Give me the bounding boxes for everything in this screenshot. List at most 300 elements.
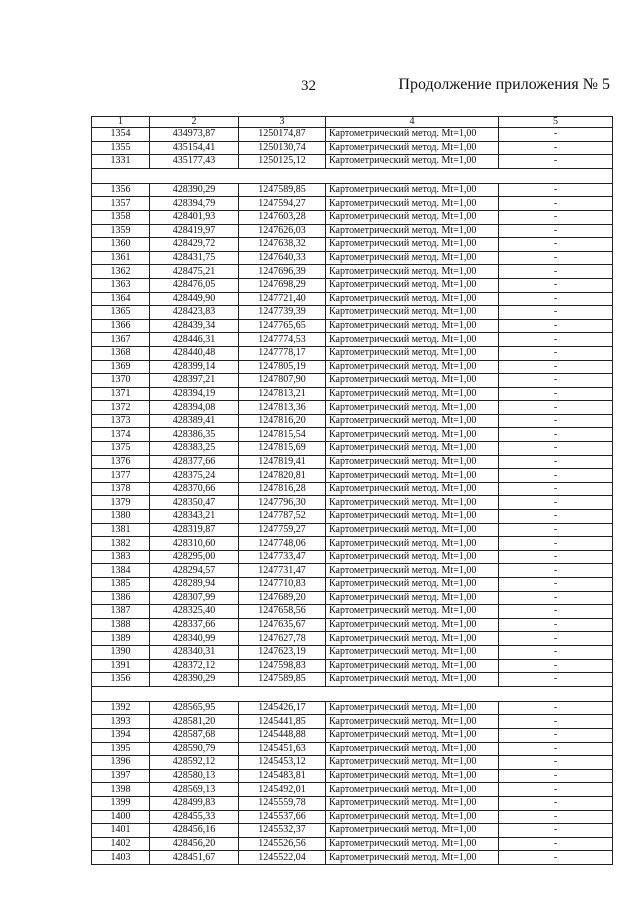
table-row (92, 442, 613, 456)
x-coordinate-cell: 428449,90 (150, 292, 239, 306)
table-row (92, 715, 613, 729)
method-cell: Картометрический метод. Mt=1,00 (326, 510, 499, 524)
note-cell: - (499, 618, 613, 632)
y-coordinate-cell: 1247820,81 (239, 469, 326, 483)
table-row (92, 605, 613, 619)
method-cell: Картометрический метод. Mt=1,00 (326, 632, 499, 646)
y-coordinate-cell: 1247807,90 (239, 374, 326, 388)
point-number-cell: 1380 (92, 510, 150, 524)
column-number-cell: 1 (92, 117, 150, 128)
table-row (92, 210, 613, 224)
method-cell: Картометрический метод. Mt=1,00 (326, 742, 499, 756)
table-row (92, 537, 613, 551)
point-number-cell: 1381 (92, 523, 150, 537)
point-number-cell: 1360 (92, 238, 150, 252)
y-coordinate-cell: 1247816,28 (239, 482, 326, 496)
point-number-cell: 1371 (92, 387, 150, 401)
note-cell: - (499, 128, 613, 142)
method-cell: Картометрический метод. Mt=1,00 (326, 360, 499, 374)
x-coordinate-cell: 428475,21 (150, 265, 239, 279)
note-cell: - (499, 442, 613, 456)
point-number-cell: 1372 (92, 401, 150, 415)
method-cell: Картометрический метод. Mt=1,00 (326, 851, 499, 865)
table-row (92, 659, 613, 673)
method-cell: Картометрический метод. Mt=1,00 (326, 469, 499, 483)
table-row (92, 742, 613, 756)
x-coordinate-cell: 428289,94 (150, 578, 239, 592)
x-coordinate-cell: 428581,20 (150, 715, 239, 729)
y-coordinate-cell: 1247640,33 (239, 251, 326, 265)
y-coordinate-cell: 1247748,06 (239, 537, 326, 551)
point-number-cell: 1356 (92, 673, 150, 687)
point-number-cell: 1358 (92, 210, 150, 224)
x-coordinate-cell: 428456,20 (150, 837, 239, 851)
table-row (92, 810, 613, 824)
table-row (92, 155, 613, 169)
method-cell: Картометрический метод. Mt=1,00 (326, 618, 499, 632)
y-coordinate-cell: 1245441,85 (239, 715, 326, 729)
x-coordinate-cell: 428429,72 (150, 238, 239, 252)
y-coordinate-cell: 1245532,37 (239, 824, 326, 838)
x-coordinate-cell: 428390,29 (150, 673, 239, 687)
y-coordinate-cell: 1247759,27 (239, 523, 326, 537)
table-row (92, 183, 613, 197)
point-number-cell: 1386 (92, 591, 150, 605)
x-coordinate-cell: 434973,87 (150, 128, 239, 142)
y-coordinate-cell: 1247733,47 (239, 550, 326, 564)
y-coordinate-cell: 1245426,17 (239, 701, 326, 715)
y-coordinate-cell: 1247638,32 (239, 238, 326, 252)
table-row (92, 632, 613, 646)
method-cell: Картометрический метод. Mt=1,00 (326, 224, 499, 238)
point-number-cell: 1387 (92, 605, 150, 619)
table-row (92, 292, 613, 306)
method-cell: Картометрический метод. Mt=1,00 (326, 783, 499, 797)
method-cell: Картометрический метод. Mt=1,00 (326, 428, 499, 442)
method-cell: Картометрический метод. Mt=1,00 (326, 496, 499, 510)
coordinates-table-body (92, 117, 613, 865)
y-coordinate-cell: 1247731,47 (239, 564, 326, 578)
y-coordinate-cell: 1250130,74 (239, 141, 326, 155)
point-number-cell: 1354 (92, 128, 150, 142)
method-cell: Картометрический метод. Mt=1,00 (326, 414, 499, 428)
method-cell: Картометрический метод. Mt=1,00 (326, 141, 499, 155)
note-cell: - (499, 523, 613, 537)
x-coordinate-cell: 428295,00 (150, 550, 239, 564)
method-cell: Картометрический метод. Mt=1,00 (326, 346, 499, 360)
table-row (92, 251, 613, 265)
x-coordinate-cell: 428370,66 (150, 482, 239, 496)
y-coordinate-cell: 1247787,52 (239, 510, 326, 524)
x-coordinate-cell: 428390,29 (150, 183, 239, 197)
y-coordinate-cell: 1250125,12 (239, 155, 326, 169)
table-row (92, 306, 613, 320)
point-number-cell: 1362 (92, 265, 150, 279)
table-row (92, 618, 613, 632)
note-cell: - (499, 360, 613, 374)
y-coordinate-cell: 1247778,17 (239, 346, 326, 360)
note-cell: - (499, 251, 613, 265)
table-row (92, 360, 613, 374)
method-cell: Картометрический метод. Mt=1,00 (326, 673, 499, 687)
y-coordinate-cell: 1247589,85 (239, 183, 326, 197)
note-cell: - (499, 645, 613, 659)
table-row (92, 128, 613, 142)
note-cell: - (499, 224, 613, 238)
method-cell: Картометрический метод. Mt=1,00 (326, 837, 499, 851)
method-cell: Картометрический метод. Mt=1,00 (326, 292, 499, 306)
note-cell: - (499, 578, 613, 592)
table-row (92, 141, 613, 155)
table-row (92, 401, 613, 415)
x-coordinate-cell: 435177,43 (150, 155, 239, 169)
note-cell: - (499, 141, 613, 155)
point-number-cell: 1394 (92, 728, 150, 742)
x-coordinate-cell: 428456,16 (150, 824, 239, 838)
method-cell: Картометрический метод. Mt=1,00 (326, 374, 499, 388)
method-cell: Картометрический метод. Mt=1,00 (326, 306, 499, 320)
section-separator-cell (92, 168, 613, 183)
point-number-cell: 1370 (92, 374, 150, 388)
x-coordinate-cell: 428592,12 (150, 756, 239, 770)
y-coordinate-cell: 1247721,40 (239, 292, 326, 306)
table-row (92, 550, 613, 564)
y-coordinate-cell: 1247765,65 (239, 319, 326, 333)
y-coordinate-cell: 1245448,88 (239, 728, 326, 742)
method-cell: Картометрический метод. Mt=1,00 (326, 197, 499, 211)
y-coordinate-cell: 1247598,83 (239, 659, 326, 673)
point-number-cell: 1383 (92, 550, 150, 564)
column-number-cell: 4 (326, 117, 499, 128)
note-cell: - (499, 851, 613, 865)
y-coordinate-cell: 1247594,27 (239, 197, 326, 211)
note-cell: - (499, 810, 613, 824)
method-cell: Картометрический метод. Mt=1,00 (326, 645, 499, 659)
x-coordinate-cell: 428455,33 (150, 810, 239, 824)
table-row (92, 346, 613, 360)
note-cell: - (499, 673, 613, 687)
x-coordinate-cell: 428377,66 (150, 455, 239, 469)
note-cell: - (499, 742, 613, 756)
x-coordinate-cell: 428439,34 (150, 319, 239, 333)
note-cell: - (499, 306, 613, 320)
point-number-cell: 1389 (92, 632, 150, 646)
x-coordinate-cell: 428446,31 (150, 333, 239, 347)
point-number-cell: 1365 (92, 306, 150, 320)
y-coordinate-cell: 1245451,63 (239, 742, 326, 756)
note-cell: - (499, 387, 613, 401)
table-row (92, 510, 613, 524)
table-row (92, 238, 613, 252)
method-cell: Картометрический метод. Mt=1,00 (326, 482, 499, 496)
table-row (92, 265, 613, 279)
note-cell: - (499, 824, 613, 838)
point-number-cell: 1400 (92, 810, 150, 824)
table-row (92, 769, 613, 783)
point-number-cell: 1364 (92, 292, 150, 306)
x-coordinate-cell: 428294,57 (150, 564, 239, 578)
x-coordinate-cell: 428389,41 (150, 414, 239, 428)
x-coordinate-cell: 428587,68 (150, 728, 239, 742)
y-coordinate-cell: 1247698,29 (239, 278, 326, 292)
y-coordinate-cell: 1247627,78 (239, 632, 326, 646)
x-coordinate-cell: 428340,31 (150, 645, 239, 659)
point-number-cell: 1331 (92, 155, 150, 169)
method-cell: Картометрический метод. Mt=1,00 (326, 810, 499, 824)
point-number-cell: 1373 (92, 414, 150, 428)
point-number-cell: 1366 (92, 319, 150, 333)
y-coordinate-cell: 1247819,41 (239, 455, 326, 469)
method-cell: Картометрический метод. Mt=1,00 (326, 128, 499, 142)
x-coordinate-cell: 428386,35 (150, 428, 239, 442)
y-coordinate-cell: 1247689,20 (239, 591, 326, 605)
note-cell: - (499, 715, 613, 729)
method-cell: Картометрический метод. Mt=1,00 (326, 333, 499, 347)
table-row (92, 278, 613, 292)
coordinates-table (91, 116, 613, 865)
note-cell: - (499, 469, 613, 483)
note-cell: - (499, 265, 613, 279)
y-coordinate-cell: 1245526,56 (239, 837, 326, 851)
note-cell: - (499, 756, 613, 770)
point-number-cell: 1382 (92, 537, 150, 551)
point-number-cell: 1402 (92, 837, 150, 851)
x-coordinate-cell: 428419,97 (150, 224, 239, 238)
method-cell: Картометрический метод. Mt=1,00 (326, 728, 499, 742)
x-coordinate-cell: 428319,87 (150, 523, 239, 537)
method-cell: Картометрический метод. Mt=1,00 (326, 824, 499, 838)
point-number-cell: 1398 (92, 783, 150, 797)
x-coordinate-cell: 428337,66 (150, 618, 239, 632)
method-cell: Картометрический метод. Mt=1,00 (326, 578, 499, 592)
method-cell: Картометрический метод. Mt=1,00 (326, 442, 499, 456)
point-number-cell: 1379 (92, 496, 150, 510)
x-coordinate-cell: 428375,24 (150, 469, 239, 483)
x-coordinate-cell: 428340,99 (150, 632, 239, 646)
x-coordinate-cell: 428431,75 (150, 251, 239, 265)
x-coordinate-cell: 428372,12 (150, 659, 239, 673)
point-number-cell: 1368 (92, 346, 150, 360)
y-coordinate-cell: 1245492,01 (239, 783, 326, 797)
note-cell: - (499, 333, 613, 347)
note-cell: - (499, 319, 613, 333)
point-number-cell: 1384 (92, 564, 150, 578)
method-cell: Картометрический метод. Mt=1,00 (326, 319, 499, 333)
note-cell: - (499, 837, 613, 851)
y-coordinate-cell: 1245559,78 (239, 796, 326, 810)
table-row (92, 645, 613, 659)
note-cell: - (499, 769, 613, 783)
table-row (92, 796, 613, 810)
point-number-cell: 1385 (92, 578, 150, 592)
table-row (92, 564, 613, 578)
y-coordinate-cell: 1247696,39 (239, 265, 326, 279)
note-cell: - (499, 455, 613, 469)
y-coordinate-cell: 1245453,12 (239, 756, 326, 770)
note-cell: - (499, 632, 613, 646)
column-number-row (92, 117, 613, 128)
method-cell: Картометрический метод. Mt=1,00 (326, 278, 499, 292)
point-number-cell: 1392 (92, 701, 150, 715)
note-cell: - (499, 591, 613, 605)
x-coordinate-cell: 428569,13 (150, 783, 239, 797)
section-separator-row (92, 686, 613, 701)
y-coordinate-cell: 1245537,66 (239, 810, 326, 824)
x-coordinate-cell: 428325,40 (150, 605, 239, 619)
y-coordinate-cell: 1247603,28 (239, 210, 326, 224)
y-coordinate-cell: 1247774,53 (239, 333, 326, 347)
y-coordinate-cell: 1247815,54 (239, 428, 326, 442)
table-row (92, 319, 613, 333)
x-coordinate-cell: 428399,14 (150, 360, 239, 374)
note-cell: - (499, 197, 613, 211)
y-coordinate-cell: 1247626,03 (239, 224, 326, 238)
table-row (92, 414, 613, 428)
x-coordinate-cell: 435154,41 (150, 141, 239, 155)
y-coordinate-cell: 1250174,87 (239, 128, 326, 142)
point-number-cell: 1388 (92, 618, 150, 632)
note-cell: - (499, 659, 613, 673)
point-number-cell: 1391 (92, 659, 150, 673)
page-number: 32 (301, 78, 316, 94)
method-cell: Картометрический метод. Mt=1,00 (326, 591, 499, 605)
method-cell: Картометрический метод. Mt=1,00 (326, 564, 499, 578)
method-cell: Картометрический метод. Mt=1,00 (326, 523, 499, 537)
point-number-cell: 1376 (92, 455, 150, 469)
point-number-cell: 1374 (92, 428, 150, 442)
note-cell: - (499, 605, 613, 619)
point-number-cell: 1401 (92, 824, 150, 838)
table-row (92, 333, 613, 347)
method-cell: Картометрический метод. Mt=1,00 (326, 455, 499, 469)
note-cell: - (499, 155, 613, 169)
note-cell: - (499, 428, 613, 442)
point-number-cell: 1361 (92, 251, 150, 265)
x-coordinate-cell: 428343,21 (150, 510, 239, 524)
method-cell: Картометрический метод. Mt=1,00 (326, 251, 499, 265)
x-coordinate-cell: 428499,83 (150, 796, 239, 810)
column-number-cell: 3 (239, 117, 326, 128)
table-row (92, 469, 613, 483)
y-coordinate-cell: 1247815,69 (239, 442, 326, 456)
x-coordinate-cell: 428307,99 (150, 591, 239, 605)
method-cell: Картометрический метод. Mt=1,00 (326, 796, 499, 810)
method-cell: Картометрический метод. Mt=1,00 (326, 210, 499, 224)
note-cell: - (499, 796, 613, 810)
method-cell: Картометрический метод. Mt=1,00 (326, 401, 499, 415)
table-row (92, 591, 613, 605)
note-cell: - (499, 537, 613, 551)
table-row (92, 224, 613, 238)
x-coordinate-cell: 428423,83 (150, 306, 239, 320)
table-row (92, 374, 613, 388)
x-coordinate-cell: 428580,13 (150, 769, 239, 783)
table-row (92, 197, 613, 211)
table-row (92, 387, 613, 401)
point-number-cell: 1375 (92, 442, 150, 456)
x-coordinate-cell: 428401,93 (150, 210, 239, 224)
y-coordinate-cell: 1247589,85 (239, 673, 326, 687)
table-row (92, 851, 613, 865)
note-cell: - (499, 728, 613, 742)
y-coordinate-cell: 1247805,19 (239, 360, 326, 374)
x-coordinate-cell: 428440,48 (150, 346, 239, 360)
note-cell: - (499, 783, 613, 797)
table-row (92, 837, 613, 851)
note-cell: - (499, 701, 613, 715)
method-cell: Картометрический метод. Mt=1,00 (326, 701, 499, 715)
table-row (92, 455, 613, 469)
appendix-caption: Продолжение приложения № 5 (398, 76, 610, 93)
method-cell: Картометрический метод. Mt=1,00 (326, 537, 499, 551)
column-number-cell: 2 (150, 117, 239, 128)
method-cell: Картометрический метод. Mt=1,00 (326, 659, 499, 673)
x-coordinate-cell: 428394,79 (150, 197, 239, 211)
point-number-cell: 1403 (92, 851, 150, 865)
y-coordinate-cell: 1247813,21 (239, 387, 326, 401)
x-coordinate-cell: 428590,79 (150, 742, 239, 756)
method-cell: Картометрический метод. Mt=1,00 (326, 387, 499, 401)
note-cell: - (499, 414, 613, 428)
point-number-cell: 1363 (92, 278, 150, 292)
table-row (92, 824, 613, 838)
point-number-cell: 1369 (92, 360, 150, 374)
y-coordinate-cell: 1247658,56 (239, 605, 326, 619)
method-cell: Картометрический метод. Mt=1,00 (326, 155, 499, 169)
note-cell: - (499, 550, 613, 564)
point-number-cell: 1367 (92, 333, 150, 347)
method-cell: Картометрический метод. Mt=1,00 (326, 265, 499, 279)
table-row (92, 673, 613, 687)
point-number-cell: 1399 (92, 796, 150, 810)
point-number-cell: 1397 (92, 769, 150, 783)
x-coordinate-cell: 428476,05 (150, 278, 239, 292)
point-number-cell: 1378 (92, 482, 150, 496)
x-coordinate-cell: 428397,21 (150, 374, 239, 388)
point-number-cell: 1356 (92, 183, 150, 197)
method-cell: Картометрический метод. Mt=1,00 (326, 715, 499, 729)
point-number-cell: 1357 (92, 197, 150, 211)
note-cell: - (499, 210, 613, 224)
y-coordinate-cell: 1245522,04 (239, 851, 326, 865)
point-number-cell: 1390 (92, 645, 150, 659)
x-coordinate-cell: 428394,19 (150, 387, 239, 401)
y-coordinate-cell: 1247796,30 (239, 496, 326, 510)
table-row (92, 701, 613, 715)
note-cell: - (499, 564, 613, 578)
x-coordinate-cell: 428451,67 (150, 851, 239, 865)
column-number-cell: 5 (499, 117, 613, 128)
y-coordinate-cell: 1247739,39 (239, 306, 326, 320)
y-coordinate-cell: 1247813,36 (239, 401, 326, 415)
note-cell: - (499, 510, 613, 524)
point-number-cell: 1377 (92, 469, 150, 483)
table-row (92, 578, 613, 592)
method-cell: Картометрический метод. Mt=1,00 (326, 605, 499, 619)
table-row (92, 783, 613, 797)
note-cell: - (499, 278, 613, 292)
note-cell: - (499, 401, 613, 415)
x-coordinate-cell: 428565,95 (150, 701, 239, 715)
point-number-cell: 1355 (92, 141, 150, 155)
method-cell: Картометрический метод. Mt=1,00 (326, 550, 499, 564)
y-coordinate-cell: 1247623,19 (239, 645, 326, 659)
point-number-cell: 1395 (92, 742, 150, 756)
table-row (92, 728, 613, 742)
section-separator-cell (92, 686, 613, 701)
y-coordinate-cell: 1247710,83 (239, 578, 326, 592)
note-cell: - (499, 374, 613, 388)
